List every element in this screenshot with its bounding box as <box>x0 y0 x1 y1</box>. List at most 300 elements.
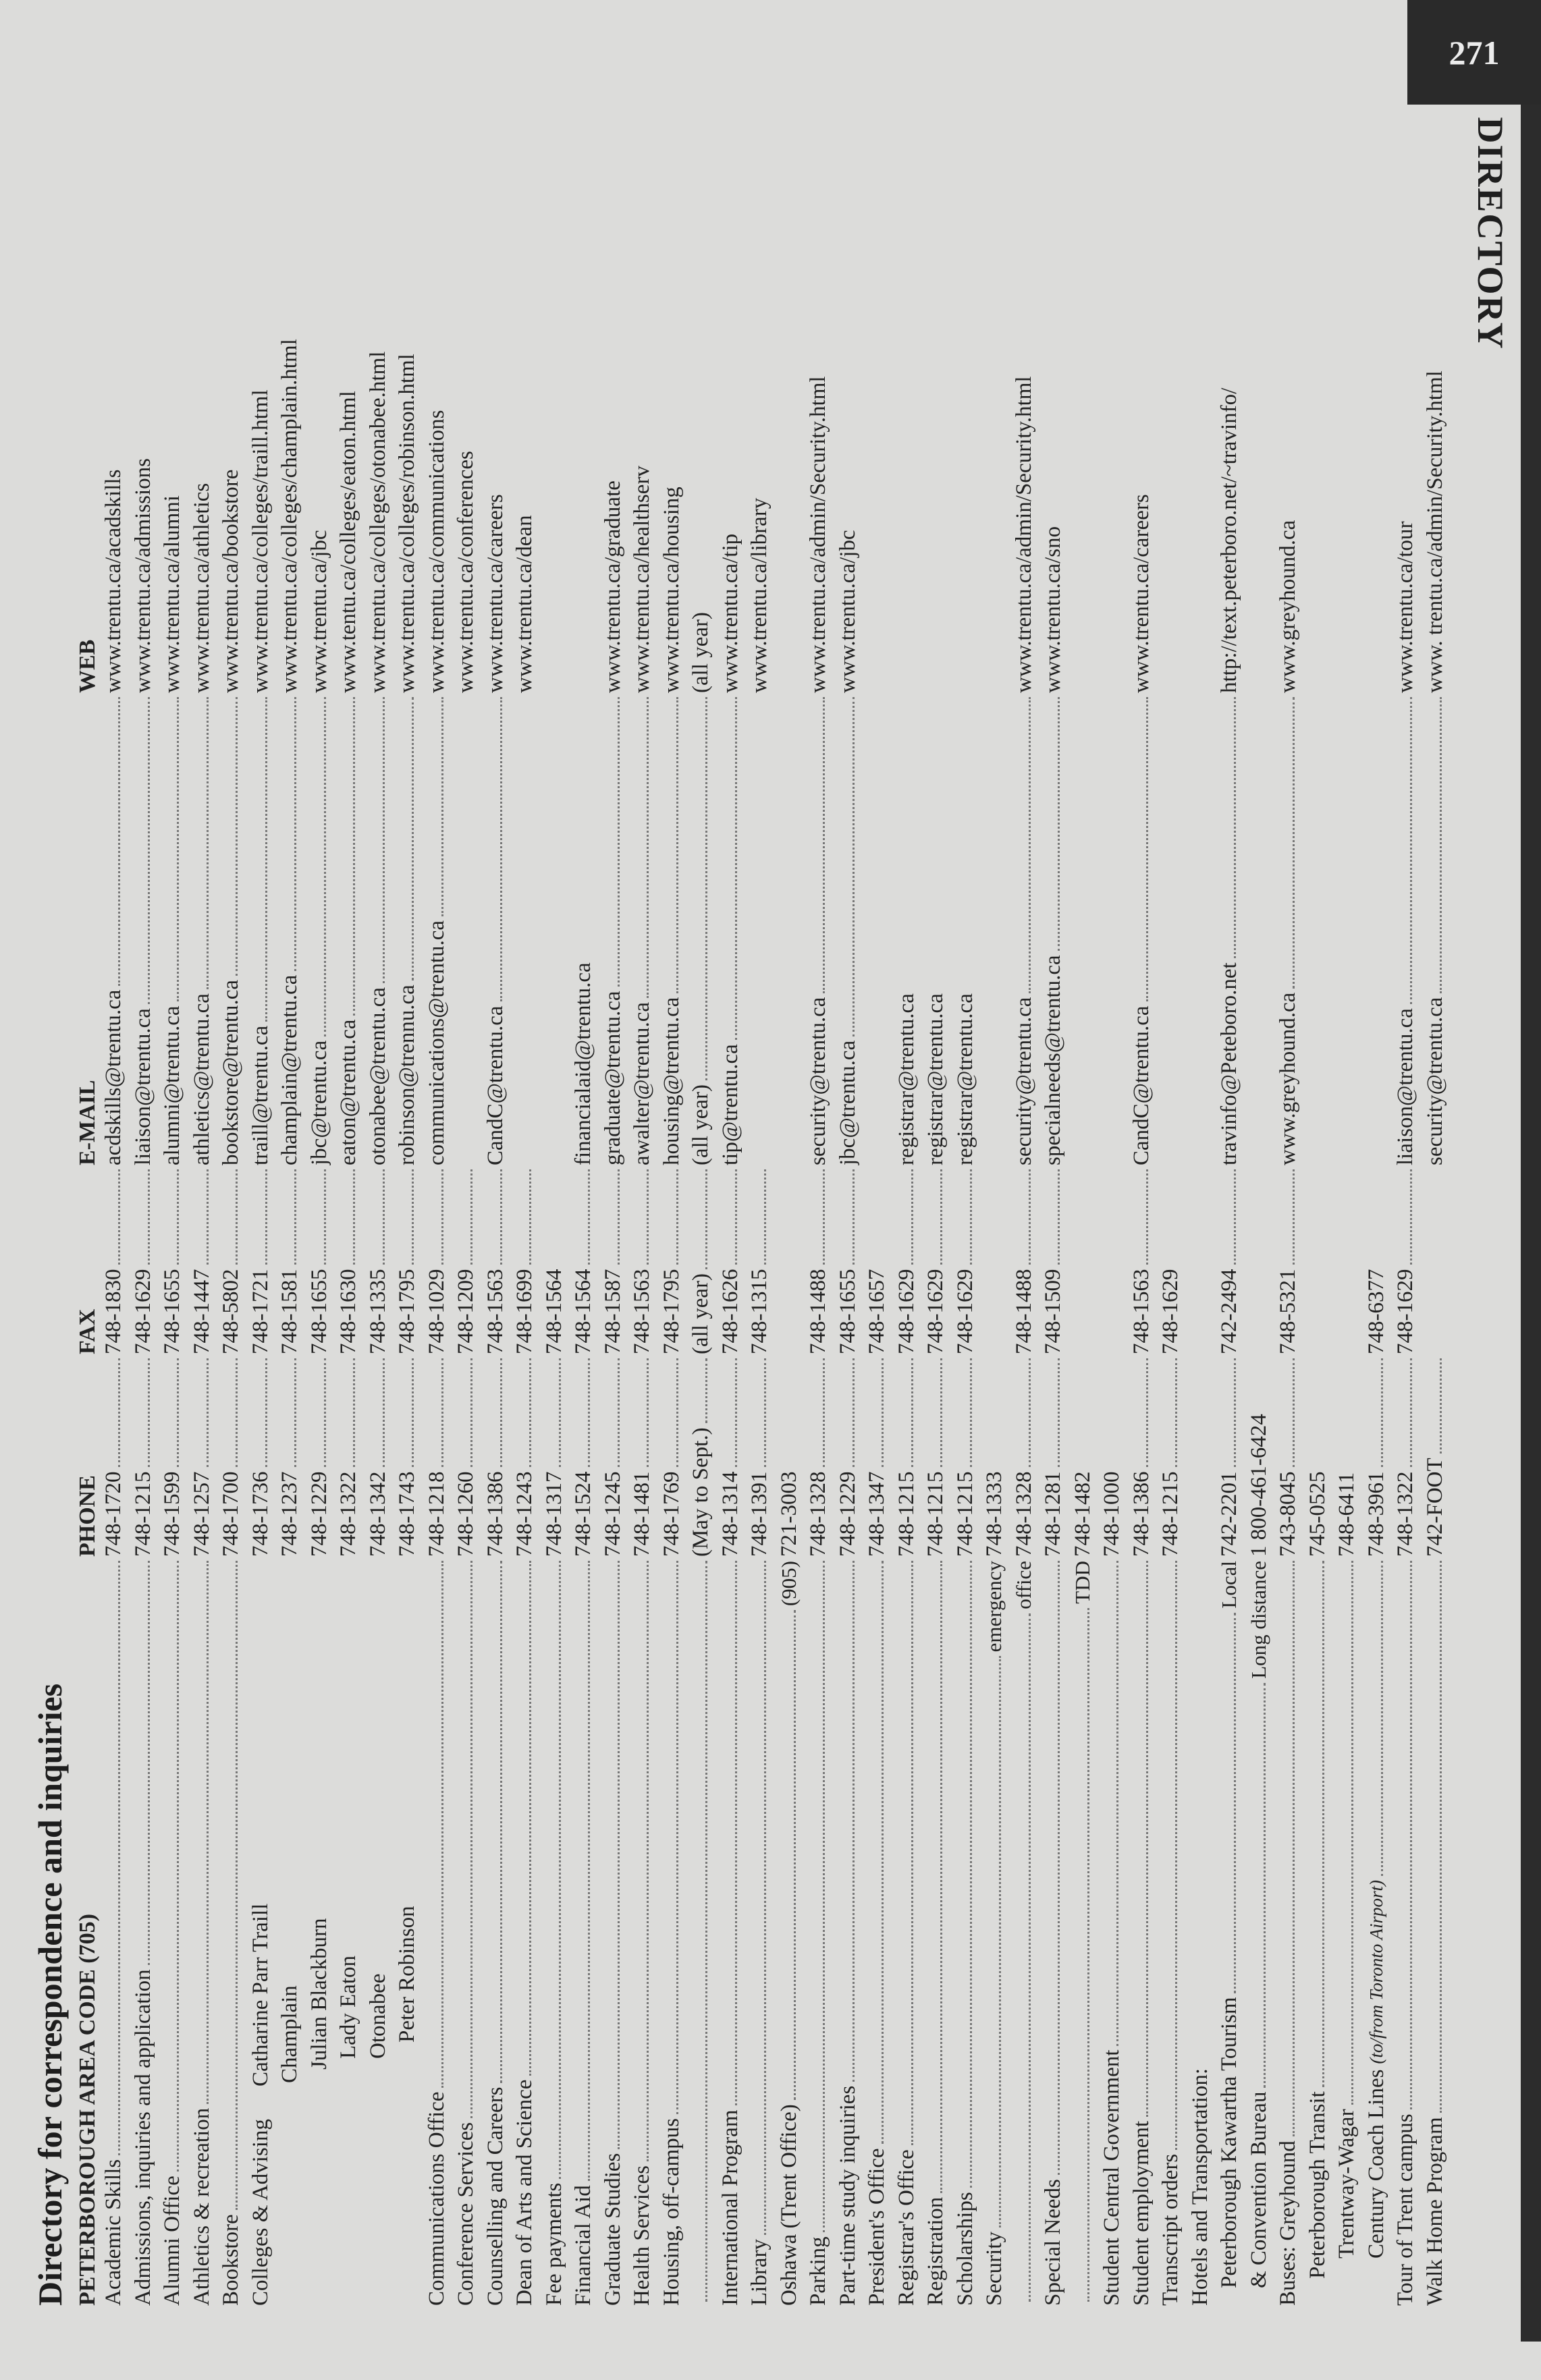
leader-dots <box>952 1561 972 2188</box>
row-web: www.trentu.ca/tip <box>718 533 742 693</box>
table-row <box>130 79 156 2306</box>
leader-dots <box>1129 697 1148 1001</box>
leader-dots <box>629 1169 649 1265</box>
row-fax: 748-1029 <box>424 1269 449 1354</box>
row-phone-cell <box>600 1354 626 1557</box>
leader-dots <box>1129 1169 1148 1265</box>
row-email: registrar@trentu.ca <box>923 993 948 1165</box>
row-fax: 748-1630 <box>336 1269 360 1354</box>
row-phone: 748-1524 <box>571 1471 595 1557</box>
row-web-cell <box>1099 86 1125 693</box>
leader-dots <box>1275 1169 1295 1265</box>
row-phone: 748-1260 <box>454 1471 478 1557</box>
leader-dots <box>688 1169 707 1269</box>
leader-dots <box>600 1561 620 2149</box>
row-web-cell <box>101 86 126 693</box>
row-fax: 748-1509 <box>1041 1269 1065 1354</box>
header-area-code: PETERBOROUGH AREA CODE (705) <box>75 1914 100 2306</box>
row-fax: 748-1563 <box>1129 1269 1154 1354</box>
row-email: eaton@trentu.ca <box>336 1019 360 1165</box>
row-phone-cell <box>512 1354 537 1557</box>
leader-dots <box>1422 1561 1442 2113</box>
leader-dots <box>923 1358 942 1468</box>
row-phone: 748-1229 <box>306 1471 331 1557</box>
row-web: www. trentu.ca/admin/Security.html <box>1422 370 1447 693</box>
row-fax: 748-5321 <box>1276 1269 1300 1354</box>
table-row <box>747 79 772 2306</box>
table-row <box>189 79 215 2306</box>
row-email: jbc@trentu.ca <box>306 1040 331 1165</box>
header-email: E-MAIL <box>75 1080 100 1165</box>
row-phone-cell <box>894 1354 919 1557</box>
row-web-cell <box>1363 86 1389 693</box>
row-name: & Convention Bureau <box>1246 2091 1271 2288</box>
table-row <box>1422 79 1448 2306</box>
row-web-cell <box>1070 86 1096 693</box>
leader-dots <box>864 1561 884 2144</box>
leader-dots <box>835 697 855 1036</box>
leader-dots <box>248 1358 267 1468</box>
row-phone: 748-1243 <box>512 1471 537 1557</box>
row-fax: 748-5802 <box>219 1269 243 1354</box>
leader-dots <box>629 1561 649 2161</box>
row-email: www.greyhound.ca <box>1276 992 1300 1165</box>
leader-dots <box>394 697 414 980</box>
row-name: Security <box>982 2232 1006 2306</box>
row-email: champlain@trentu.ca <box>277 974 302 1165</box>
row-fax: 748-1830 <box>101 1269 126 1354</box>
row-name-cell <box>335 1557 361 2306</box>
row-phone: 748-1482 <box>1070 1471 1095 1557</box>
row-phone-cell <box>218 1354 244 1557</box>
row-web-cell <box>776 86 802 693</box>
row-name-cell <box>570 1557 596 2306</box>
row-phone: 748-3961 <box>1363 1471 1388 1557</box>
row-phone: 748-1257 <box>189 1471 214 1557</box>
row-fax-cell <box>1099 1165 1125 1354</box>
leader-dots <box>189 1358 209 1468</box>
row-fax-cell <box>600 1165 626 1354</box>
leader-dots <box>453 1358 472 1468</box>
row-name-cell <box>1334 1557 1359 2306</box>
row-name: Walk Home Program <box>1422 2117 1447 2306</box>
row-email: otonabee@trentu.ca <box>365 987 390 1165</box>
row-phone-cell <box>1129 1354 1154 1557</box>
row-name-cell <box>1099 1557 1125 2306</box>
row-fax: 748-1315 <box>747 1269 772 1354</box>
leader-dots <box>248 697 267 1022</box>
row-name-cell <box>394 1557 420 2306</box>
row-fax-cell <box>629 1165 655 1354</box>
row-name: Academic Skills <box>101 2159 126 2306</box>
row-phone: 748-1317 <box>541 1471 566 1557</box>
row-fax-cell <box>394 1165 420 1354</box>
row-web-cell <box>453 86 479 693</box>
row-email: tip@trentu.ca <box>718 1044 742 1165</box>
row-college-name: Catharine Parr Traill <box>248 1903 273 2086</box>
row-phone-cell <box>1158 1354 1183 1557</box>
row-web-cell <box>1129 86 1154 693</box>
row-name: Scholarships <box>952 2192 977 2306</box>
row-name-cell <box>1011 1557 1037 2306</box>
table-row <box>600 79 626 2306</box>
row-email: financialaid@trentu.ca <box>571 962 595 1165</box>
leader-dots <box>1040 697 1060 951</box>
table-row <box>718 79 743 2306</box>
row-web: www.trentu.ca/admin/Security.html <box>1011 376 1036 693</box>
row-fax: 748-1335 <box>365 1269 390 1354</box>
leader-dots <box>541 1358 561 1468</box>
row-web: www.trentu.ca/careers <box>483 494 508 693</box>
row-email-cell <box>483 693 508 1165</box>
table-row <box>1393 79 1418 2306</box>
row-phone: 748-1481 <box>630 1471 654 1557</box>
row-phone-cell <box>952 1354 978 1557</box>
row-email-cell <box>835 693 861 1165</box>
row-web-cell <box>483 86 508 693</box>
leader-dots <box>1363 1358 1383 1468</box>
leader-dots <box>629 1358 649 1468</box>
row-note: office <box>1011 1561 1035 1609</box>
row-phone-cell <box>483 1354 508 1557</box>
row-name-cell <box>718 1557 743 2306</box>
row-email: registrar@trentu.ca <box>952 993 977 1165</box>
row-name: Financial Aid <box>571 2185 595 2306</box>
row-fax-cell <box>1158 1165 1183 1354</box>
leader-dots <box>659 1561 678 2114</box>
row-fax-cell <box>483 1165 508 1354</box>
leader-dots <box>189 697 209 989</box>
leader-dots <box>1393 697 1412 1004</box>
leader-dots <box>159 1561 179 2171</box>
row-name-cell <box>1422 1557 1448 2306</box>
leader-dots <box>1275 1358 1295 1468</box>
leader-dots <box>1275 1561 1295 2136</box>
row-name: Peterborough Kawartha Tourism <box>1217 1997 1241 2288</box>
leader-dots <box>1129 1561 1148 2117</box>
row-email: registrar@trentu.ca <box>894 993 919 1165</box>
row-web-cell <box>218 86 244 693</box>
row-phone: 743-8045 <box>1276 1471 1300 1557</box>
row-phone-cell <box>659 1354 684 1557</box>
row-name: Oshawa (Trent Office) <box>776 2104 801 2306</box>
leader-dots <box>218 1358 238 1468</box>
row-name: Housing, off-campus <box>659 2118 684 2306</box>
row-name-cell <box>894 1557 919 2306</box>
row-web: www.trentu.ca/healthserv <box>630 466 654 693</box>
row-email-cell <box>1305 693 1330 1165</box>
row-phone-cell <box>1187 1354 1213 1557</box>
leader-dots <box>1040 1169 1060 1265</box>
row-name: Part-time study inquiries <box>835 2085 860 2306</box>
leader-dots <box>747 1169 766 1265</box>
row-name: Student employment <box>1129 2120 1154 2306</box>
row-name-cell <box>923 1557 948 2306</box>
row-fax-cell <box>424 1165 450 1354</box>
table-row <box>1363 79 1389 2306</box>
row-phone-cell <box>718 1354 743 1557</box>
row-name-cell <box>1040 1557 1066 2306</box>
leader-dots <box>159 697 179 1001</box>
leader-dots <box>894 1358 913 1468</box>
row-email-cell <box>718 693 743 1165</box>
row-fax-cell <box>1334 1165 1359 1354</box>
leader-dots <box>600 1169 620 1265</box>
leader-dots <box>570 1358 590 1468</box>
row-email: robinson@trennu.ca <box>395 985 419 1165</box>
row-name-cell <box>130 1557 156 2306</box>
row-fax: 748-1721 <box>248 1269 273 1354</box>
row-web-cell <box>159 86 185 693</box>
row-note: TDD <box>1070 1561 1094 1604</box>
row-email: security@trentu.ca <box>806 997 830 1165</box>
leader-dots <box>512 1561 531 2076</box>
table-row <box>512 79 537 2306</box>
row-fax-cell <box>277 1165 302 1354</box>
row-email: security@trentu.ca <box>1011 997 1036 1165</box>
row-name-cell <box>277 1557 302 2306</box>
row-web: www.tentu.ca/colleges/eaton.html <box>336 391 360 693</box>
row-name: Transcript orders <box>1158 2153 1183 2306</box>
row-web-cell <box>1305 86 1330 693</box>
leader-dots <box>1275 697 1295 989</box>
row-email-cell <box>159 693 185 1165</box>
leader-dots <box>1246 1683 1266 2088</box>
leader-dots <box>600 1358 620 1468</box>
row-email-cell <box>1422 693 1448 1165</box>
table-row <box>218 79 244 2306</box>
row-email-cell <box>864 693 890 1165</box>
leader-dots <box>248 1169 267 1265</box>
row-fax-cell <box>1275 1165 1301 1354</box>
row-web: www.trentu.ca/jbc <box>835 530 860 693</box>
leader-dots <box>189 1169 209 1265</box>
row-web: www.trentu.ca/communications <box>424 410 449 693</box>
leader-dots <box>483 1561 502 2083</box>
row-fax: 748-1563 <box>483 1269 508 1354</box>
row-fax-cell <box>306 1165 332 1354</box>
table-row <box>1040 79 1066 2306</box>
leader-dots <box>130 1358 150 1468</box>
row-phone: 748-1229 <box>835 1471 860 1557</box>
row-email: CandC@trentu.ca <box>1129 1005 1154 1165</box>
leader-dots <box>659 697 678 993</box>
row-web-cell <box>1011 86 1037 693</box>
row-phone: 748-1736 <box>248 1471 273 1557</box>
row-web-cell <box>130 86 156 693</box>
table-row <box>1275 79 1301 2306</box>
row-web-cell <box>835 86 861 693</box>
leader-dots <box>718 1561 737 2106</box>
leader-dots <box>1216 697 1236 958</box>
leader-dots <box>277 697 296 971</box>
row-fax-cell <box>248 1165 273 1354</box>
row-phone: 748-1314 <box>718 1471 742 1557</box>
row-web: www.greyhound.ca <box>1276 520 1300 693</box>
row-email: athletics@trentu.ca <box>189 993 214 1165</box>
leader-dots <box>1216 1358 1236 1468</box>
row-name-cell <box>1363 1557 1389 2306</box>
row-phone: 1 800-461-6424 <box>1246 1414 1271 1557</box>
row-email-cell <box>659 693 684 1165</box>
row-phone-cell <box>424 1354 450 1557</box>
row-fax: 748-1564 <box>571 1269 595 1354</box>
row-web-cell <box>394 86 420 693</box>
row-phone: 748-1743 <box>395 1471 419 1557</box>
row-name: Buses: Greyhound <box>1276 2140 1300 2306</box>
table-row <box>483 79 508 2306</box>
leader-dots <box>335 697 355 1016</box>
leader-dots <box>1393 1169 1412 1265</box>
leader-dots <box>483 697 502 1001</box>
leader-dots <box>718 1358 737 1468</box>
row-phone: 748-1322 <box>1393 1471 1417 1557</box>
row-email-cell <box>981 693 1007 1165</box>
row-email-cell <box>1158 693 1183 1165</box>
table-row <box>1158 79 1183 2306</box>
row-name: Tour of Trent campus <box>1393 2113 1417 2306</box>
table-row <box>101 79 126 2306</box>
row-name: Student Central Government <box>1100 2049 1124 2306</box>
leader-dots <box>1305 1561 1324 2087</box>
row-name: Trentway-Wagar <box>1334 2109 1359 2259</box>
row-fax: 748-1488 <box>1011 1269 1036 1354</box>
row-web: www.trentu.ca/dean <box>512 515 537 693</box>
row-name-cell <box>952 1557 978 2306</box>
row-fax: 748-1629 <box>130 1269 155 1354</box>
row-name-cell <box>159 1557 185 2306</box>
leader-dots <box>394 1169 414 1265</box>
header-phone: PHONE <box>75 1475 100 1557</box>
leader-dots <box>394 1358 414 1468</box>
header-fax: FAX <box>75 1308 100 1354</box>
row-web: www.trentu.ca/library <box>747 497 772 693</box>
row-name-cell <box>600 1557 626 2306</box>
row-name: Hotels and Transportation: <box>1187 2068 1212 2306</box>
row-email-cell <box>1363 693 1389 1165</box>
row-phone: 748-1215 <box>923 1471 948 1557</box>
row-fax: 748-1655 <box>306 1269 331 1354</box>
leader-dots <box>747 1561 766 2235</box>
row-web-cell <box>1040 86 1066 693</box>
table-row <box>1070 79 1096 2306</box>
row-web-cell <box>952 86 978 693</box>
row-college-name: Champlain <box>277 1985 302 2083</box>
row-web-cell <box>277 86 302 693</box>
row-name: Century Coach Lines <box>1363 2069 1388 2259</box>
row-name: Athletics & recreation <box>189 2107 214 2306</box>
row-fax-cell <box>365 1165 391 1354</box>
row-email: security@trentu.ca <box>1422 997 1447 1165</box>
row-phone-cell <box>1099 1354 1125 1557</box>
leader-dots <box>1011 1613 1031 2302</box>
row-phone-cell <box>776 1354 802 1557</box>
row-name: Special Needs <box>1041 2179 1065 2306</box>
row-phone-cell <box>835 1354 861 1557</box>
table-row <box>1246 79 1272 2306</box>
row-phone-cell <box>1393 1354 1418 1557</box>
row-phone: 748-1215 <box>1158 1471 1183 1557</box>
row-phone: 748-1215 <box>130 1471 155 1557</box>
row-note: (905) <box>776 1561 801 1607</box>
row-phone-cell <box>1011 1354 1037 1557</box>
row-email-cell <box>570 693 596 1165</box>
row-email-cell <box>130 693 156 1165</box>
row-email-cell <box>101 693 126 1165</box>
row-web-cell <box>512 86 537 693</box>
row-name-cell <box>1393 1557 1418 2306</box>
row-fax-cell <box>981 1165 1007 1354</box>
leader-dots <box>277 1169 296 1265</box>
row-web: www.trentu.ca/jbc <box>306 530 331 693</box>
row-phone: 748-1237 <box>277 1471 302 1557</box>
row-fax: 748-1563 <box>630 1269 654 1354</box>
row-phone-cell <box>923 1354 948 1557</box>
leader-dots <box>189 1561 209 2104</box>
row-fax-cell <box>570 1165 596 1354</box>
row-phone: 721-3003 <box>776 1471 801 1557</box>
row-web: www.trentu.ca/alumni <box>160 495 184 693</box>
row-name: Alumni Office <box>160 2176 184 2306</box>
row-email: CandC@trentu.ca <box>483 1005 508 1165</box>
table-row <box>659 79 684 2306</box>
leader-dots <box>659 1169 678 1265</box>
row-name: Library <box>747 2239 772 2306</box>
row-fax-cell <box>1070 1165 1096 1354</box>
leader-dots <box>805 1169 825 1265</box>
leader-dots <box>218 1169 238 1265</box>
leader-dots <box>541 1561 561 2179</box>
row-web-cell <box>335 86 361 693</box>
row-fax: 748-1629 <box>1393 1269 1417 1354</box>
row-name-cell <box>659 1557 684 2306</box>
row-fax-cell <box>453 1165 479 1354</box>
table-row <box>894 79 919 2306</box>
row-email: bookstore@trentu.ca <box>219 979 243 1165</box>
leader-dots <box>365 1169 385 1265</box>
leader-dots <box>805 697 825 993</box>
leader-dots <box>1040 1358 1060 1468</box>
row-fax: 748-1629 <box>923 1269 948 1354</box>
row-web-cell <box>659 86 684 693</box>
table-row <box>159 79 185 2306</box>
row-phone: 748-1000 <box>1100 1471 1124 1557</box>
row-phone: 742-FOOT <box>1422 1458 1447 1557</box>
row-fax: 742-2494 <box>1217 1269 1241 1354</box>
row-name: Dean of Arts and Science <box>512 2079 537 2306</box>
row-phone: 748-1218 <box>424 1471 449 1557</box>
leader-dots <box>923 1169 942 1265</box>
row-name: Conference Services <box>454 2122 478 2306</box>
row-name: International Program <box>718 2109 742 2306</box>
row-fax: 748-1488 <box>806 1269 830 1354</box>
leader-dots <box>1393 1358 1412 1468</box>
leader-dots <box>424 1561 443 2088</box>
row-web-cell <box>189 86 215 693</box>
row-name-cell <box>1275 1557 1301 2306</box>
row-email: communications@trentu.ca <box>424 920 449 1165</box>
row-name-cell <box>512 1557 537 2306</box>
row-phone: 748-1342 <box>365 1471 390 1557</box>
row-phone-cell <box>159 1354 185 1557</box>
row-name-cell <box>805 1557 831 2306</box>
row-email-cell <box>805 693 831 1165</box>
row-fax-cell <box>1305 1165 1330 1354</box>
leader-dots <box>718 697 737 1040</box>
row-name: Communications Office <box>424 2091 449 2306</box>
table-row <box>952 79 978 2306</box>
row-email-cell <box>747 693 772 1165</box>
